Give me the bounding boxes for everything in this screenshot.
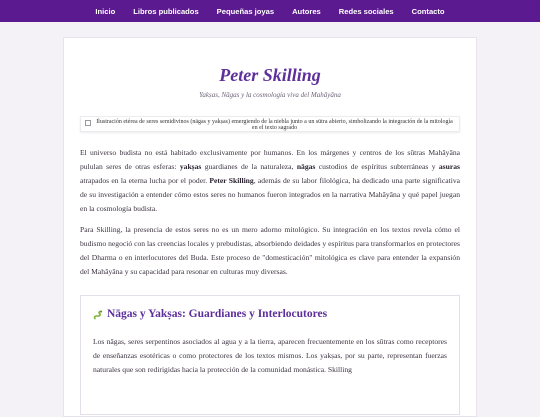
image-alt-text: Ilustración etérea de seres semidivinos (nāgas y yakṣas) emergiendo de la niebla junto a un sūtra abierto, simbolizando la integración de la mitología en el texto sagrado — [96, 119, 453, 132]
nav-item-contacto[interactable]: Contacto — [411, 6, 445, 16]
nav-item-inicio[interactable]: Inicio — [95, 6, 116, 16]
text-run: custodios de espíritus subterráneas y — [315, 162, 439, 171]
top-nav — [0, 0, 540, 22]
nav-item-libros[interactable]: Libros publicados — [133, 6, 199, 16]
intro-paragraph — [80, 146, 460, 216]
bold-term-nagas: nāgas — [296, 162, 316, 171]
nav-item-joyas[interactable]: Pequeñas joyas — [216, 6, 275, 16]
text-run: El universo budista no está habitado exclusivamente por humanos. En los márgenes y centros de los sūtras Mahāyāna pululan seres de otras esferas: — [80, 148, 460, 171]
article-image — [80, 116, 460, 132]
page-subtitle: Yakṣas, Nāgas y la cosmología viva del Mahāyāna — [199, 91, 341, 99]
second-paragraph: Para Skilling, la presencia de estos seres no es un mero adorno mitológico. Su integración en los textos revela cómo el budismo negoció con las creencias locales y prebudistas, absorbiendo deidades y espíritus para transformarlos en protectores del Dharma o en interlocutores del Buda. Este proceso de "domesticación" mitológica es clave para entender la expansión del Mahāyāna y su capacidad para resonar en culturas muy diversas. — [80, 225, 460, 276]
text-run: atrapados en la eterna lucha por el poder. — [80, 176, 210, 185]
card-header — [93, 308, 447, 321]
nav-item-autores[interactable]: Autores — [292, 6, 321, 16]
text-run: guardianes de la naturaleza, — [201, 162, 297, 171]
info-card — [80, 295, 460, 415]
card-title: Nāgas y Yakṣas: Guardianes y Interlocutores — [107, 308, 328, 320]
bold-term-asuras: asuras — [438, 162, 460, 171]
snake-icon — [93, 310, 103, 320]
bold-author-name: Peter Skilling — [209, 176, 254, 185]
page-title: Peter Skilling — [219, 65, 321, 85]
nav-item-redes[interactable]: Redes sociales — [338, 6, 394, 16]
article-container — [63, 37, 477, 417]
card-text: Los nāgas, seres serpentinos asociados al agua y a la tierra, aparecen frecuentemente en los sūtras como receptores de enseñanzas esotéricas o como protectores de los textos mismos. Los yakṣas, por su parte, representan fuerzas naturales que son redirigidas hacia la protección de la comunidad monástica. Skilling — [93, 337, 447, 374]
text-run: , además de su labor filológica, ha dedicado una parte significativa de su investigación a entender cómo estos seres no humanos fueron integrados en la narrativa Mahāyāna y qué papel juegan en la cosmología budista. — [80, 176, 460, 213]
bold-term-yaksas: yakṣas — [179, 162, 202, 171]
broken-image-icon — [85, 120, 91, 126]
